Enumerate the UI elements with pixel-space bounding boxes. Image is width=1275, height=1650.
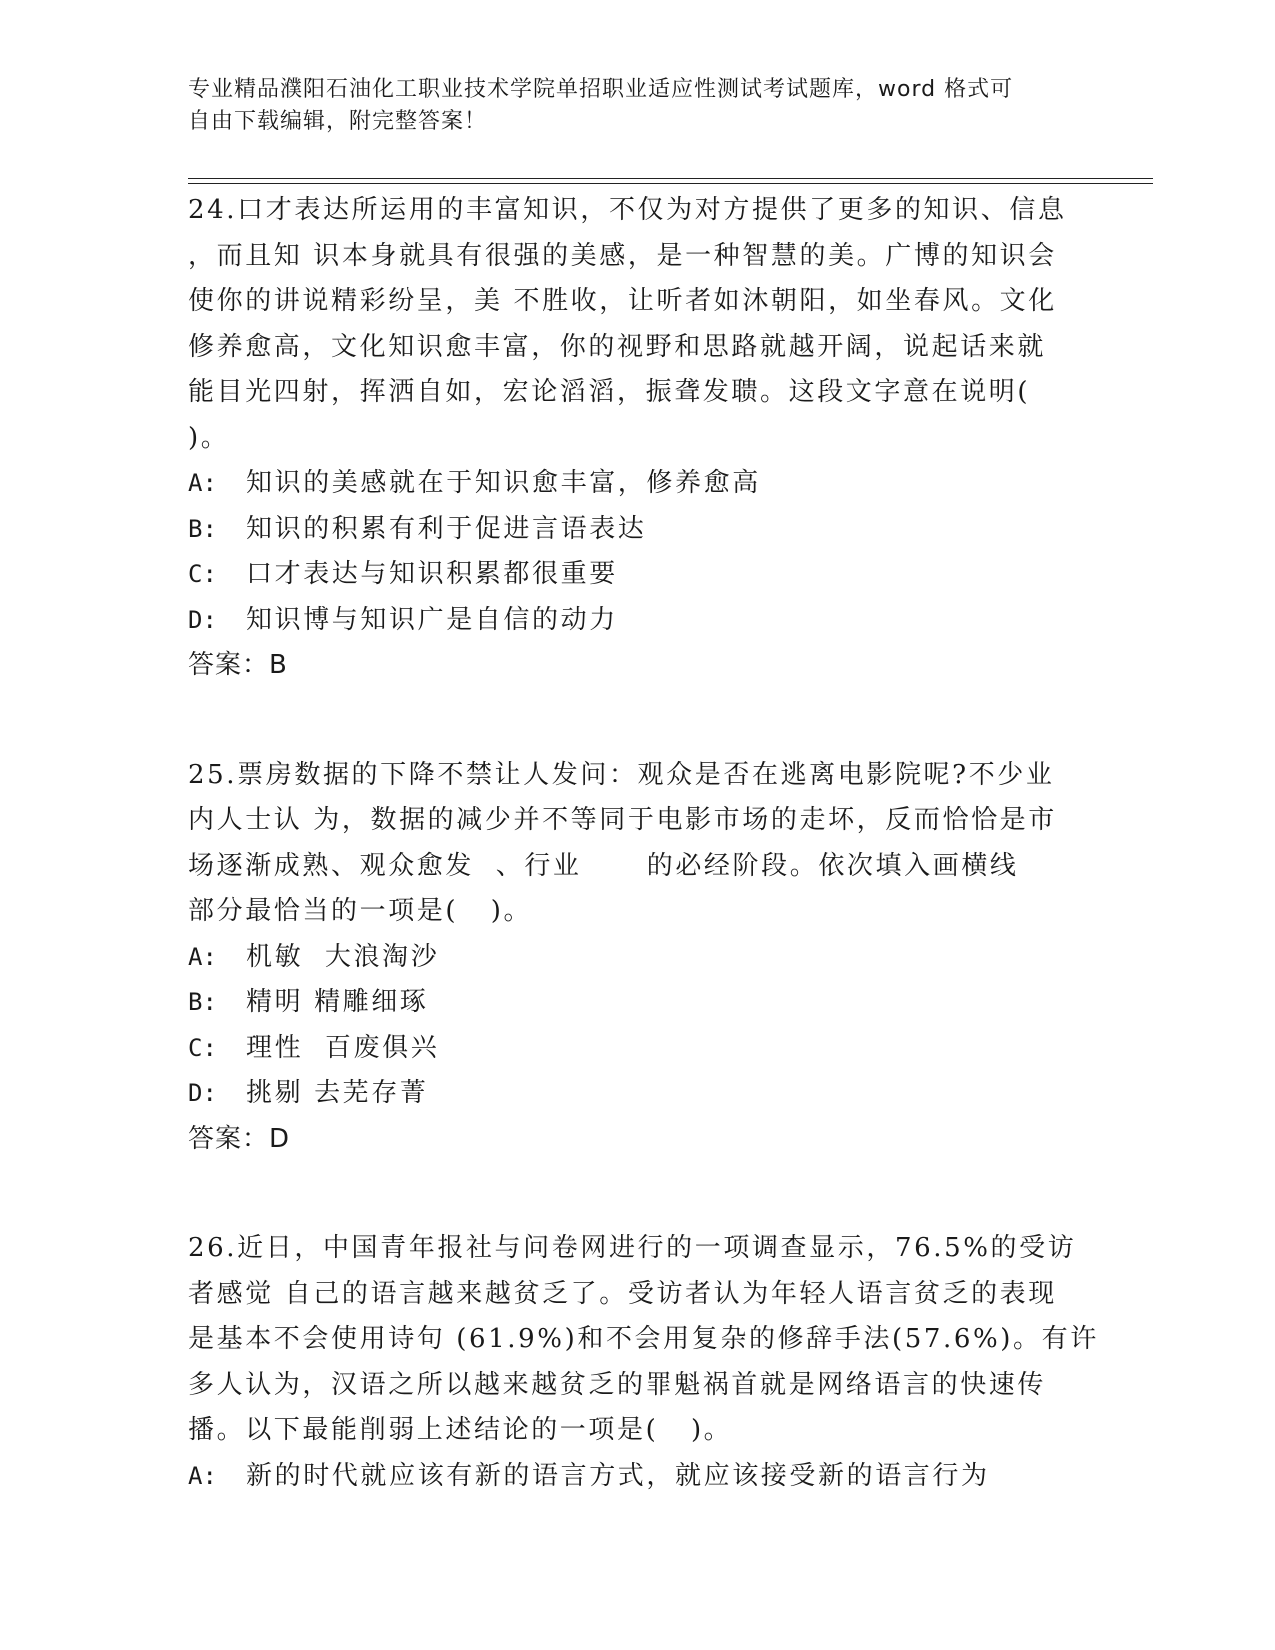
option-text: 新的时代就应该有新的语言方式，就应该接受新的语言行为 — [246, 1460, 990, 1491]
question-text-line: ，而且知 识本身就具有很强的美感，是一种智慧的美。广博的知识会 — [188, 240, 1057, 271]
question-text-line: 者感觉 自己的语言越来越贫乏了。受访者认为年轻人语言贫乏的表现 — [188, 1278, 1057, 1309]
option-text: 机敏 大浪淘沙 — [246, 941, 440, 972]
option-letter: C: — [188, 560, 217, 588]
question-text-line: 播。以下最能削弱上述结论的一项是( )。 — [188, 1415, 733, 1445]
question-25 — [188, 753, 1088, 1163]
question-26 — [188, 1226, 1099, 1499]
question-spacer — [188, 1162, 1088, 1226]
option-a — [188, 461, 1088, 507]
question-text-line: 是基本不会使用诗句 (61.9%)和不会用复杂的修辞手法(57.6%)。有许 — [188, 1324, 1099, 1354]
question-text-line: 部分最恰当的一项是( )。 — [188, 896, 533, 926]
question-text-line: 能目光四射，挥洒自如，宏论滔滔，振聋发聩。这段文字意在说明( — [188, 377, 1031, 407]
option-text: 理性 百废俱兴 — [246, 1032, 440, 1063]
option-c — [188, 552, 1088, 598]
header-divider — [188, 178, 1153, 179]
question-text-line: 使你的讲说精彩纷呈，美 不胜收，让听者如沐朝阳，如坐春风。文化 — [188, 286, 1057, 316]
question-list — [188, 188, 1099, 1499]
option-letter: B: — [188, 988, 217, 1016]
header-line: 专业精品濮阳石油化工职业技术学院单招职业适应性测试考试题库，word 格式可 — [188, 77, 1014, 102]
header-divider — [188, 183, 1153, 184]
question-text-line: 25.票房数据的下降不禁让人发问：观众是否在逃离电影院呢?不少业 — [188, 759, 1055, 790]
question-text-line: 场逐渐成熟、观众愈发 、行业 的必经阶段。依次填入画横线 — [188, 850, 1019, 881]
option-d — [188, 1071, 1088, 1117]
answer-line: 答案：D — [188, 1123, 291, 1154]
header-line: 自由下载编辑，附完整答案！ — [188, 109, 488, 134]
question-text-line: 内人士认 为，数据的减少并不等同于电影市场的走坏，反而恰恰是市 — [188, 805, 1057, 835]
question-text-line: 修养愈高，文化知识愈丰富，你的视野和思路就越开阔，说起话来就 — [188, 331, 1047, 362]
option-letter: A: — [188, 942, 217, 971]
option-letter: A: — [188, 1461, 217, 1490]
question-text-line: 26.近日，中国青年报社与问卷网进行的一项调查显示，76.5%的受访 — [188, 1233, 1077, 1263]
question-spacer — [188, 689, 1088, 753]
question-24 — [188, 188, 1088, 689]
option-text: 挑剔 去芜存菁 — [246, 1078, 429, 1108]
option-a — [188, 1454, 1088, 1500]
option-c — [188, 1026, 1088, 1072]
option-letter: A: — [188, 469, 217, 497]
question-text-line: )。 — [188, 422, 230, 453]
option-text: 知识的积累有利于促进言语表达 — [246, 513, 647, 544]
option-letter: B: — [188, 514, 217, 543]
option-letter: D: — [188, 1079, 217, 1107]
option-letter: C: — [188, 1033, 217, 1062]
document-header — [188, 74, 1088, 138]
question-text-line: 多人认为，汉语之所以越来越贫乏的罪魁祸首就是网络语言的快速传 — [188, 1369, 1047, 1400]
option-text: 口才表达与知识积累都很重要 — [246, 559, 618, 589]
option-a — [188, 935, 1088, 981]
option-letter: D: — [188, 605, 217, 634]
option-text: 精明 精雕细琢 — [246, 987, 429, 1017]
question-text-line: 24.口才表达所运用的丰富知识，不仅为对方提供了更多的知识、信息 — [188, 195, 1067, 225]
answer-line: 答案：B — [188, 650, 288, 680]
option-b — [188, 507, 1088, 553]
option-b — [188, 980, 1088, 1026]
option-text: 知识博与知识广是自信的动力 — [246, 604, 618, 635]
option-text: 知识的美感就在于知识愈丰富，修养愈高 — [246, 468, 761, 498]
option-d — [188, 598, 1088, 644]
